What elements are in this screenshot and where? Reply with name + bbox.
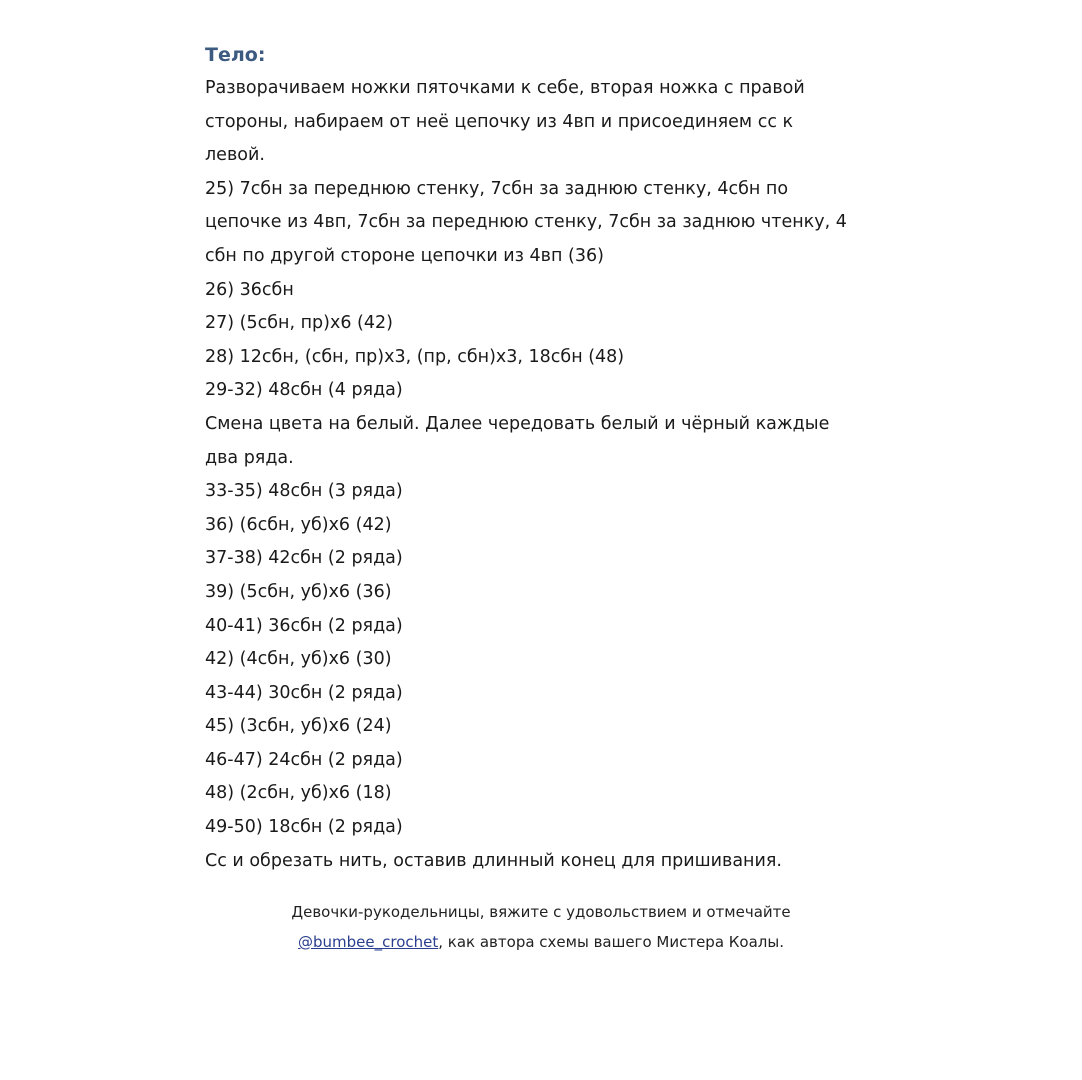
footer-note [0, 897, 1082, 957]
instruction-line: Сс и обрезать нить, оставив длинный конец для пришивания. [205, 850, 782, 871]
footer-line-1: Девочки-рукодельницы, вяжите с удовольствием и отмечайте [291, 903, 791, 921]
instruction-line: сбн по другой стороне цепочки из 4вп (36) [205, 245, 604, 266]
instruction-line: 27) (5сбн, пр)х6 (42) [205, 313, 393, 334]
instruction-line: два ряда. [205, 447, 294, 468]
pattern-instructions [205, 72, 905, 878]
instruction-line: Смена цвета на белый. Далее чередовать белый и чёрный каждые [205, 413, 830, 434]
instruction-line: 33-35) 48сбн (3 ряда) [205, 481, 403, 502]
author-handle-link[interactable]: @bumbee_crochet [298, 933, 439, 951]
instruction-line: 26) 36сбн [205, 279, 294, 300]
instruction-line: 42) (4сбн, уб)х6 (30) [205, 649, 392, 670]
instruction-line: Разворачиваем ножки пяточками к себе, вторая ножка с правой [205, 78, 805, 98]
instruction-line: 46-47) 24сбн (2 ряда) [205, 749, 403, 770]
instruction-line: 25) 7сбн за переднюю стенку, 7сбн за заднюю стенку, 4сбн по [205, 178, 789, 199]
instruction-line: 45) (3сбн, уб)х6 (24) [205, 716, 392, 737]
footer-line-2 [0, 927, 1082, 957]
instruction-line: цепочке из 4вп, 7сбн за переднюю стенку, 7сбн за заднюю чтенку, 4 [205, 212, 847, 233]
pattern-section [205, 38, 905, 878]
instruction-line: стороны, набираем от неё цепочку из 4вп и присоединяем сс к [205, 111, 794, 132]
instruction-line: 40-41) 36сбн (2 ряда) [205, 615, 403, 636]
instruction-line: 37-38) 42сбн (2 ряда) [205, 548, 403, 569]
instruction-line: 39) (5сбн, уб)х6 (36) [205, 581, 392, 602]
instruction-line: левой. [205, 145, 265, 166]
instruction-line: 28) 12сбн, (сбн, пр)х3, (пр, сбн)х3, 18сбн (48) [205, 346, 625, 367]
instruction-line: 43-44) 30сбн (2 ряда) [205, 682, 403, 703]
footer-line-2-text: , как автора схемы вашего Мистера Коалы. [438, 933, 784, 951]
instruction-line: 29-32) 48сбн (4 ряда) [205, 380, 403, 401]
section-heading: Тело: [205, 44, 266, 66]
instruction-line: 48) (2сбн, уб)х6 (18) [205, 783, 392, 804]
instruction-line: 36) (6сбн, уб)х6 (42) [205, 514, 392, 535]
instruction-line: 49-50) 18сбн (2 ряда) [205, 817, 403, 838]
